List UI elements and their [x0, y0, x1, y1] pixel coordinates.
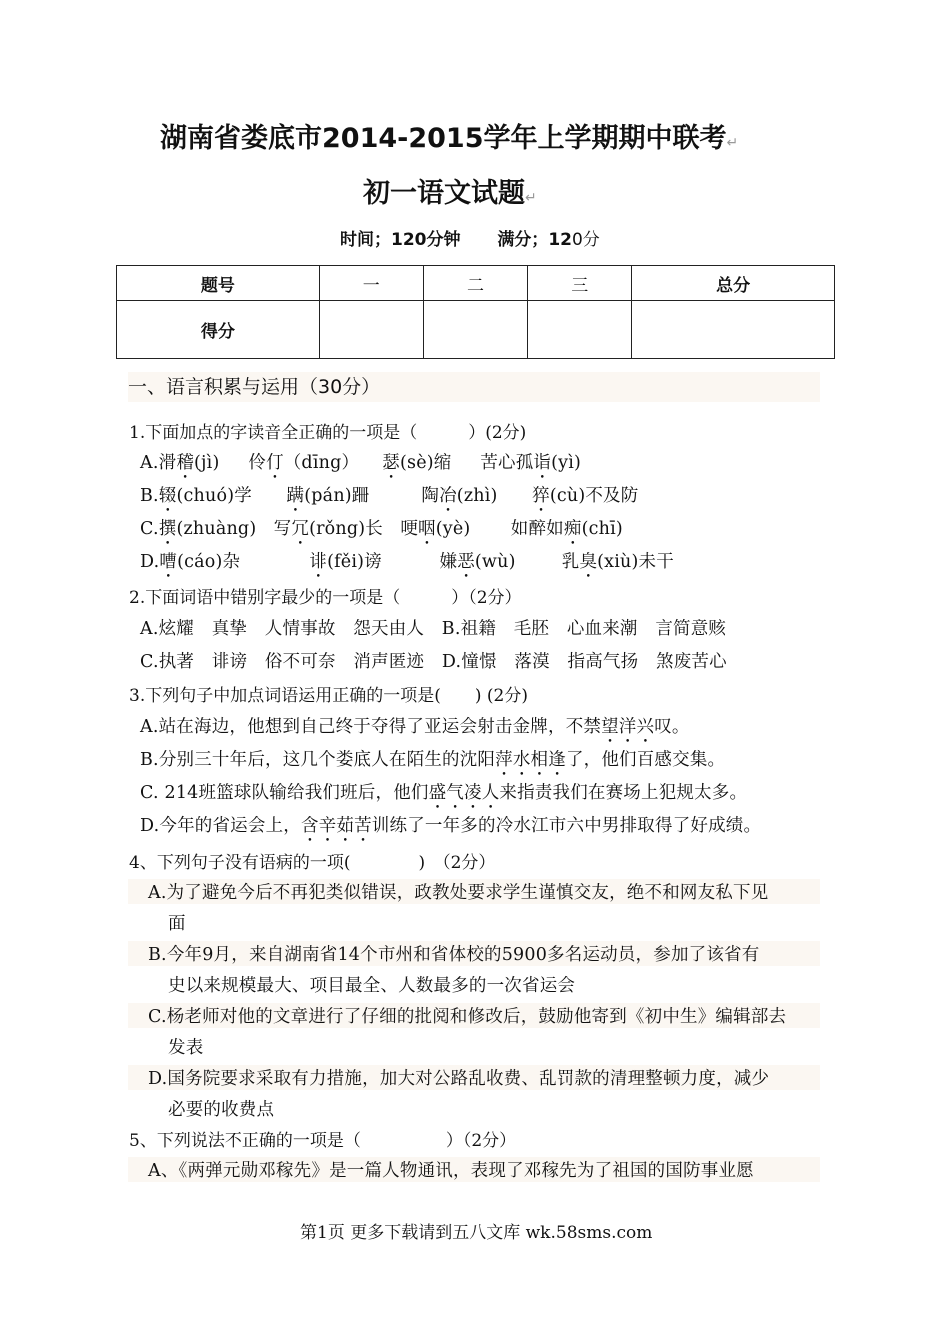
exam-title-text: 湖南省娄底市2014-2015学年上学期期中联考 [160, 123, 727, 154]
score-table-header: 题号 [117, 266, 320, 301]
question-4-option-a-line-1: A.为了避免今后不再犯类似错误，政教处要求学生谨慎交友，绝不和网友私下见 [128, 879, 820, 904]
question-4-option-c-line-2: 发表 [168, 1038, 204, 1058]
score-table-header: 一 [319, 266, 423, 301]
question-4-stem: 4、下列句子没有语病的一项( ) （2分） [129, 853, 496, 873]
question-5-stem: 5、下列说法不正确的一项是（ ）（2分） [129, 1131, 517, 1151]
question-3-option-c: C. 214班篮球队输给我们班后，他们盛气凌人来指责我们在赛场上犯规太多。 [140, 783, 748, 803]
score-row-label: 得分 [117, 301, 320, 359]
question-3-option-b: B.分别三十年后，这几个娄底人在陌生的沈阳萍水相逢了，他们百感交集。 [140, 750, 726, 770]
question-4-option-c-line-1: C.杨老师对他的文章进行了仔细的批阅和修改后，鼓励他寄到《初中生》编辑部去 [128, 1003, 820, 1028]
question-3-stem: 3.下列句子中加点词语运用正确的一项是( ) (2分) [129, 686, 528, 706]
question-3-option-a: A.站在海边，他想到自己终于夺得了亚运会射击金牌，不禁望洋兴叹。 [140, 717, 690, 737]
score-table-header: 二 [423, 266, 527, 301]
score-table-header-row [117, 266, 835, 301]
exam-full-value-rest: 0分 [571, 230, 600, 250]
exam-subtitle-text: 初一语文试题 [363, 178, 525, 209]
score-cell [319, 301, 423, 359]
exam-subtitle [363, 171, 537, 210]
question-3-option-d: D.今年的省运会上，含辛茹苦训练了一年多的冷水江市六中男排取得了好成绩。 [140, 816, 762, 836]
question-4-option-b-line-1: B.今年9月，来自湖南省14个市州和省体校的5900多名运动员，参加了该省有 [128, 941, 820, 966]
question-1-option-c: C.撰(zhuàng) 写冗(rǒng)长 哽咽(yè) 如醉如痴(chī) [140, 519, 623, 539]
question-4-option-b-line-2: 史以来规模最大、项目最全、人数最多的一次省运会 [168, 976, 576, 996]
question-2-line-1: A.炫耀 真挚 人情事故 怨天由人 B.祖籍 毛胚 心血来潮 言简意赅 [140, 619, 727, 639]
exam-full-value-bold: 12 [548, 230, 572, 250]
question-4-option-d-line-2: 必要的收费点 [168, 1100, 275, 1120]
exam-meta [340, 225, 600, 250]
exam-full-label: 满分； [497, 230, 549, 250]
question-1-option-d: D.嘈(cáo)杂 诽(fěi)谤 嫌恶(wù) 乳臭(xiù)未干 [140, 552, 674, 572]
question-2-line-2: C.执著 诽谤 俗不可奈 消声匿迹 D.憧憬 落漠 指高气扬 煞废苦心 [140, 652, 727, 672]
question-4-option-d-line-1: D.国务院要求采取有力措施，加大对公路乱收费、乱罚款的清理整顿力度，减少 [128, 1065, 820, 1090]
score-cell [423, 301, 527, 359]
score-table [116, 265, 835, 359]
question-2-stem: 2.下面词语中错别字最少的一项是（ ）（2分） [129, 588, 522, 608]
score-table-header: 三 [528, 266, 632, 301]
exam-time: 时间；120分钟 [340, 230, 461, 250]
question-1-option-b: B.辍(chuó)学 蹒(pán)跚 陶冶(zhì) 猝(cù)不及防 [140, 486, 639, 506]
score-cell [528, 301, 632, 359]
score-table-score-row [117, 301, 835, 359]
page-footer: 第1页 更多下载请到五八文库 wk.58sms.com [300, 1223, 653, 1243]
return-mark-icon: ↵ [726, 135, 739, 151]
exam-title [160, 116, 738, 155]
question-5-option-a-line-1: A、《两弹元勋邓稼先》是一篇人物通讯，表现了邓稼先为了祖国的国防事业愿 [128, 1157, 820, 1182]
return-mark-icon: ↵ [525, 190, 537, 206]
score-cell [632, 301, 835, 359]
question-4-option-a-line-2: 面 [168, 914, 186, 934]
section-heading: 一、语言积累与运用（30分） [128, 372, 820, 402]
question-1-option-a: A.滑稽(jì) 伶仃（dīng） 瑟(sè)缩 苦心孤诣(yì) [140, 453, 582, 473]
question-1-stem: 1.下面加点的字读音全正确的一项是（ ）(2分) [129, 423, 527, 443]
score-table-header: 总分 [632, 266, 835, 301]
